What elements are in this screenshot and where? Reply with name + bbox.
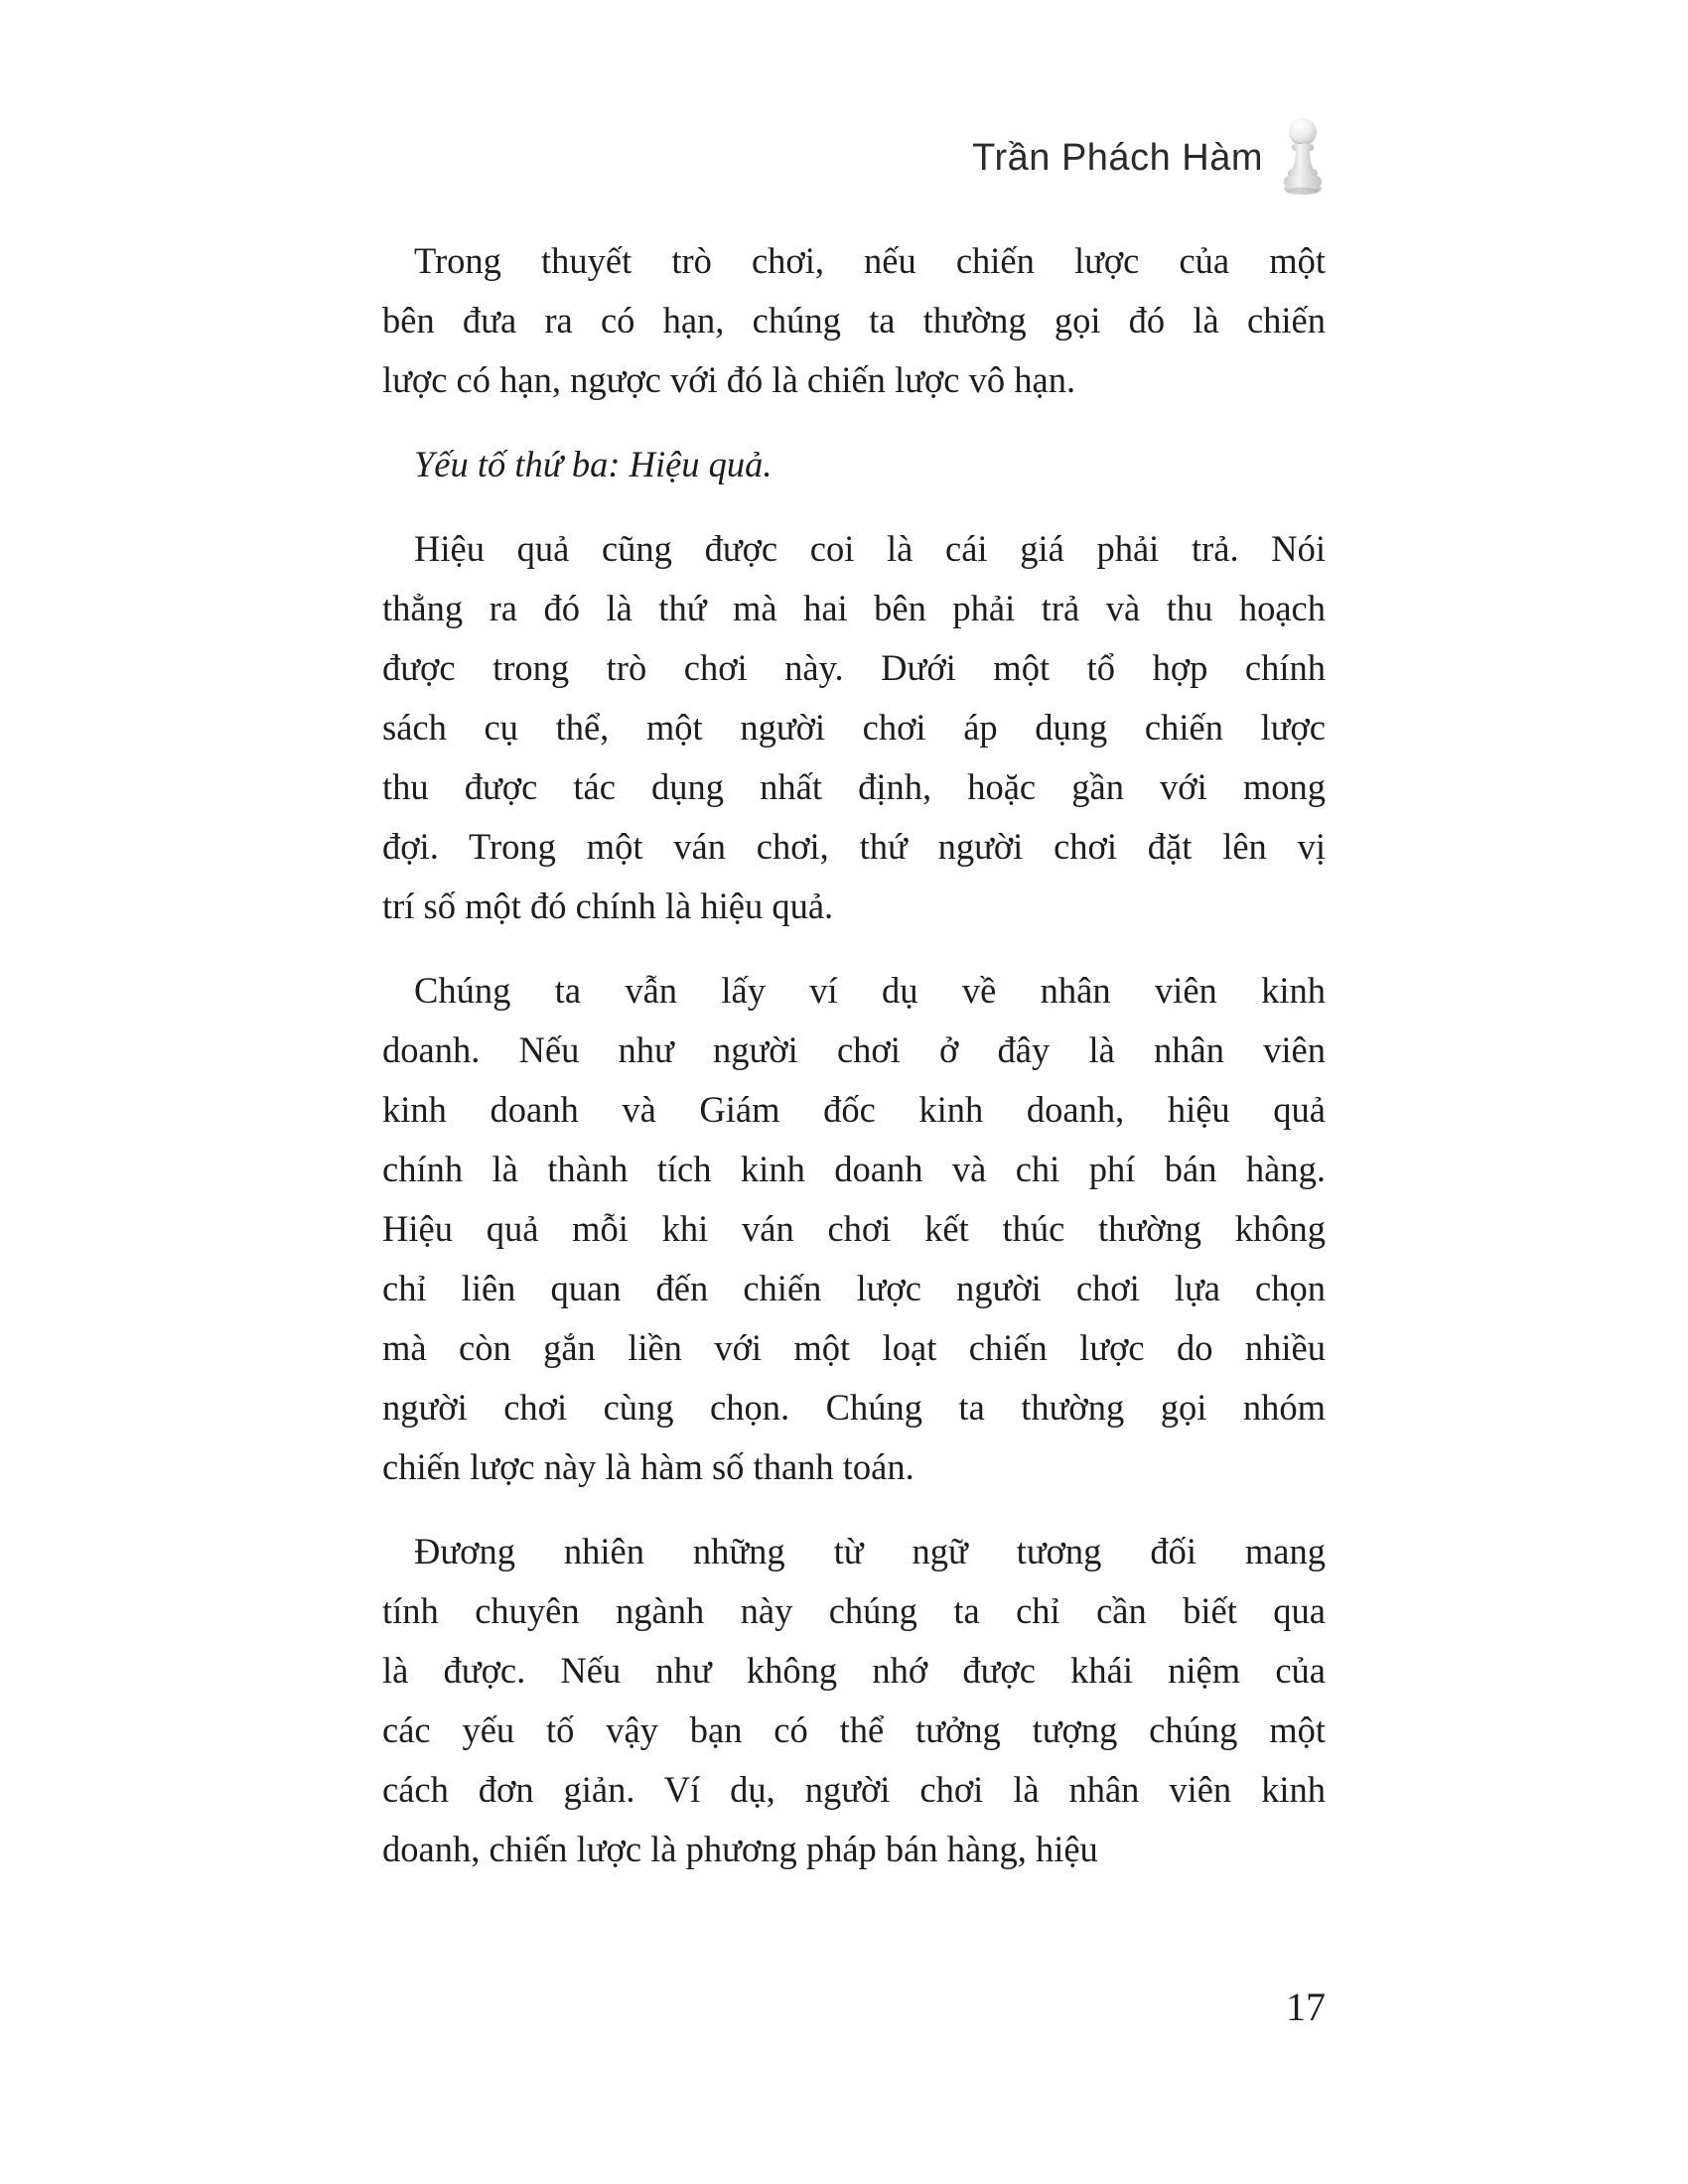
text-line: trí số một đó chính là hiệu quả. — [382, 886, 834, 926]
text-line: thẳng ra đó là thứ mà hai bên phải trả và thu hoạch — [382, 588, 1326, 628]
text-line: chính là thành tích kinh doanh và chi phí bán hàng. — [382, 1149, 1326, 1189]
text-line: Trong thuyết trò chơi, nếu chiến lược của một — [414, 240, 1326, 281]
text-line: được trong trò chơi này. Dưới một tổ hợp chính — [382, 647, 1326, 688]
text-line: sách cụ thể, một người chơi áp dụng chiến lược — [382, 707, 1326, 748]
text-line: chiến lược này là hàm số thanh toán. — [382, 1446, 914, 1487]
text-line: Chúng ta vẫn lấy ví dụ về nhân viên kinh — [414, 970, 1326, 1011]
text-line: là được. Nếu như không nhớ được khái niệm của — [382, 1650, 1326, 1691]
text-line: cách đơn giản. Ví dụ, người chơi là nhân viên kinh — [382, 1769, 1326, 1810]
text-line: Hiệu quả cũng được coi là cái giá phải trả. Nói — [414, 528, 1326, 569]
text-line: Yếu tố thứ ba: Hiệu quả. — [414, 444, 773, 484]
text-line: kinh doanh và Giám đốc kinh doanh, hiệu quả — [382, 1089, 1326, 1130]
text-line: tính chuyên ngành này chúng ta chỉ cần biết qua — [382, 1590, 1326, 1631]
text-line: mà còn gắn liền với một loạt chiến lược do nhiều — [382, 1327, 1326, 1368]
paragraph — [382, 435, 1326, 494]
text-line: bên đưa ra có hạn, chúng ta thường gọi đó là chiến — [382, 300, 1326, 341]
text-line: đợi. Trong một ván chơi, thứ người chơi đặt lên vị — [382, 826, 1326, 867]
text-line: Đương nhiên những từ ngữ tương đối mang — [414, 1531, 1326, 1571]
text-line: lược có hạn, ngược với đó là chiến lược vô hạn. — [382, 359, 1076, 400]
text-line: doanh. Nếu như người chơi ở đây là nhân viên — [382, 1029, 1326, 1070]
paragraph — [382, 961, 1326, 1497]
header-author: Trần Phách Hàm — [972, 137, 1263, 179]
page-header — [382, 111, 1326, 201]
text-line: chỉ liên quan đến chiến lược người chơi lựa chọn — [382, 1268, 1326, 1308]
text-line: Hiệu quả mỗi khi ván chơi kết thúc thường không — [382, 1208, 1326, 1249]
paragraph — [382, 1522, 1326, 1879]
paragraph — [382, 519, 1326, 936]
text-line: thu được tác dụng nhất định, hoặc gần với mong — [382, 766, 1326, 807]
body-text — [382, 231, 1326, 1904]
text-line: các yếu tố vậy bạn có thể tưởng tượng chúng một — [382, 1709, 1326, 1750]
text-line: người chơi cùng chọn. Chúng ta thường gọi nhóm — [382, 1387, 1326, 1428]
chess-pawn-icon — [1280, 117, 1326, 197]
page-number: 17 — [1286, 1984, 1326, 2029]
paragraph — [382, 231, 1326, 410]
text-line: doanh, chiến lược là phương pháp bán hàng, hiệu — [382, 1829, 1098, 1869]
